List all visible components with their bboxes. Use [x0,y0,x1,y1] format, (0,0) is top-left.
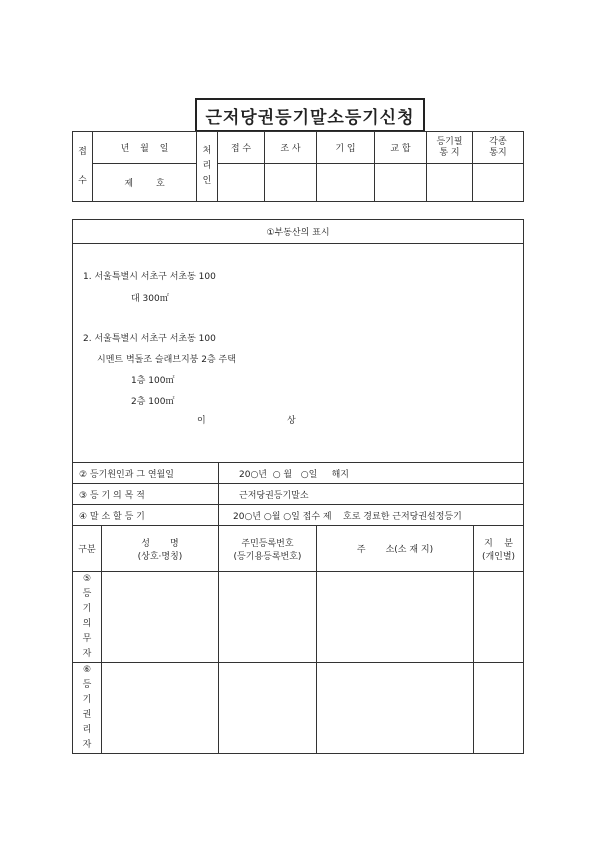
col-verify: 교 합 [375,132,427,164]
right-holder-id[interactable] [219,663,317,754]
right-holder-share[interactable] [474,663,524,754]
field-cancel-value[interactable]: 20○년 ○월 ○일 접수 제 호로 경료한 근저당권설정등기 [219,505,524,526]
processor-label: 처 리 인 [197,132,218,202]
number-label: 제 호 [93,164,197,202]
col-name: 성 명 (상호·명칭) [102,526,219,572]
right-holder-name[interactable] [102,663,219,754]
field-cancel-label: ④ 말 소 할 등 기 [73,505,219,526]
field-cause-value[interactable]: 20○년 ○ 월 ○일 해지 [219,463,524,484]
obligor-label: ⑤ 등 기 의 무 자 [73,572,102,663]
col-notice-various: 각종 통지 [473,132,524,164]
field-purpose-label: ③ 등 기 의 목 적 [73,484,219,505]
field-purpose-value[interactable]: 근저당권등기말소 [219,484,524,505]
property-end-2: 상 [287,416,296,426]
right-holder-label: ⑥ 등 기 권 리 자 [73,663,102,754]
cell-receipt[interactable] [218,164,265,202]
cell-notice-complete[interactable] [427,164,473,202]
col-address: 주 소(소 재 지) [317,526,474,572]
main-table [72,219,524,754]
property-description[interactable] [73,244,524,463]
property-line-5: 1층 100㎡ [131,376,175,386]
col-notice-complete: 등기필 통 지 [427,132,473,164]
property-end-1: 이 [197,416,206,426]
property-line-2: 대 300㎡ [131,294,169,304]
property-line-6: 2층 100㎡ [131,397,175,407]
field-cause-label: ② 등기원인과 그 연월일 [73,463,219,484]
property-line-1: 1. 서울특별시 서초구 서초동 100 [83,272,216,282]
form-title: 근저당권등기말소등기신청 [195,98,425,132]
col-gubun: 구분 [73,526,102,572]
obligor-address[interactable] [317,572,474,663]
reception-label: 접 수 [73,132,93,202]
col-receipt: 접 수 [218,132,265,164]
col-review: 조 사 [265,132,317,164]
obligor-name[interactable] [102,572,219,663]
cell-verify[interactable] [375,164,427,202]
cell-review[interactable] [265,164,317,202]
obligor-id[interactable] [219,572,317,663]
property-header: ①부동산의 표시 [73,220,524,244]
col-id: 주민등록번호 (등기용등록번호) [219,526,317,572]
property-line-3: 2. 서울특별시 서초구 서초동 100 [83,334,216,344]
property-line-4: 시멘트 벽돌조 슬래브지붕 2층 주택 [97,355,236,365]
col-share: 지 분 (개인별) [474,526,524,572]
date-label: 년 월 일 [93,132,197,164]
reception-table [72,131,524,202]
cell-notice-various[interactable] [473,164,524,202]
cell-entry[interactable] [317,164,375,202]
obligor-share[interactable] [474,572,524,663]
right-holder-address[interactable] [317,663,474,754]
col-entry: 기 입 [317,132,375,164]
